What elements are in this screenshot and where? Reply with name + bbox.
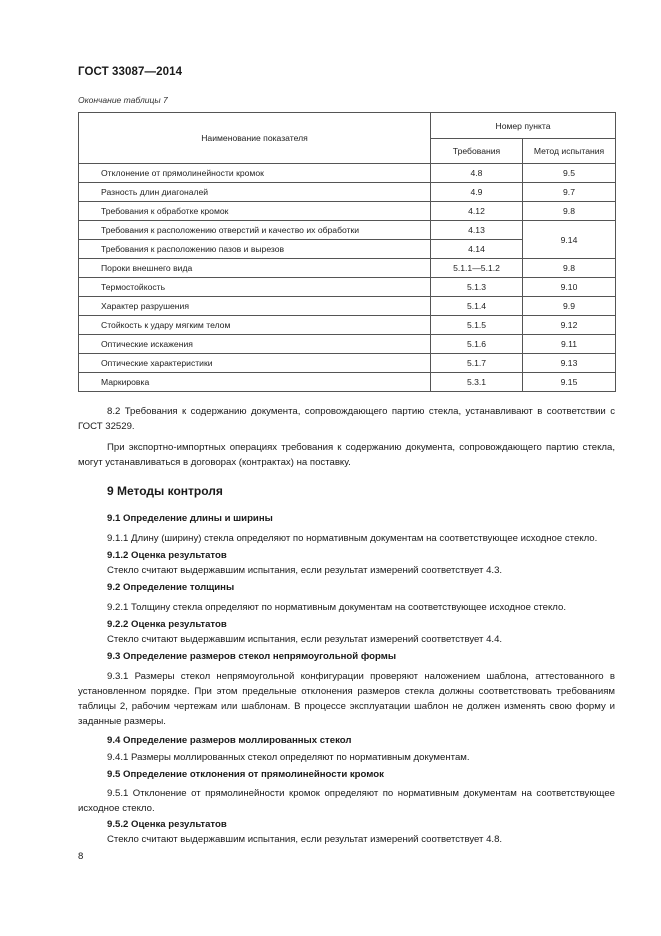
col-header-requirements: Требования — [431, 139, 523, 164]
subsection-title-9-1-2: 9.1.2 Оценка результатов — [107, 550, 227, 561]
subsection-title-9-5: 9.5 Определение отклонения от прямолинейности кромок — [107, 769, 384, 780]
paragraph-9-4-1: 9.4.1 Размеры моллированных стекол определяют по нормативным документам. — [107, 752, 470, 763]
table-row — [79, 221, 616, 240]
row-method: 9.11 — [523, 335, 616, 354]
row-name: Стойкость к удару мягким телом — [79, 316, 431, 335]
document-body — [78, 404, 615, 847]
row-req: 5.1.6 — [431, 335, 523, 354]
row-method: 9.5 — [523, 164, 616, 183]
table-row — [79, 354, 616, 373]
paragraph-9-1-2: Стекло считают выдержавшим испытания, если результат измерений соответствует 4.3. — [107, 565, 503, 576]
row-name: Отклонение от прямолинейности кромок — [79, 164, 431, 183]
section-title-9: 9 Методы контроля — [107, 484, 223, 498]
row-req: 5.3.1 — [431, 373, 523, 392]
paragraph-9-5-1: 9.5.1 Отклонение от прямолинейности кромок определяют по нормативным документам на соответствующее исходное стекло. — [78, 788, 615, 814]
row-req: 5.1.4 — [431, 297, 523, 316]
document-header: ГОСТ 33087—2014 — [78, 66, 183, 78]
col-header-method: Метод испытания — [523, 139, 616, 164]
row-req: 5.1.3 — [431, 278, 523, 297]
row-name: Требования к расположению пазов и вырезов — [79, 240, 431, 259]
subsection-title-9-5-2: 9.5.2 Оценка результатов — [107, 819, 227, 830]
table-row — [79, 316, 616, 335]
subsection-title-9-3: 9.3 Определение размеров стекол непрямоугольной формы — [107, 651, 397, 662]
paragraph-8-2-export: При экспортно-импортных операциях требования к содержанию документа, сопровождающего партию стекла, могут устанавливаться в договорах (контрактах) на поставку. — [78, 442, 615, 468]
paragraph-9-2-1: 9.2.1 Толщину стекла определяют по нормативным документам на соответствующее исходное стекло. — [107, 602, 567, 613]
requirements-table — [78, 112, 616, 392]
row-name: Оптические характеристики — [79, 354, 431, 373]
table-row — [79, 373, 616, 392]
row-method: 9.8 — [523, 259, 616, 278]
row-req: 4.12 — [431, 202, 523, 221]
table-row — [79, 259, 616, 278]
table-caption: Окончание таблицы 7 — [78, 95, 168, 105]
row-req: 5.1.7 — [431, 354, 523, 373]
paragraph-9-1-1: 9.1.1 Длину (ширину) стекла определяют по нормативным документам на соответствующее исходное стекло. — [107, 533, 598, 544]
row-name: Маркировка — [79, 373, 431, 392]
page-number: 8 — [78, 851, 84, 862]
table-row — [79, 335, 616, 354]
row-name: Требования к обработке кромок — [79, 202, 431, 221]
row-req: 4.9 — [431, 183, 523, 202]
row-method: 9.15 — [523, 373, 616, 392]
row-method: 9.8 — [523, 202, 616, 221]
paragraph-9-3-1: 9.3.1 Размеры стекол непрямоугольной конфигурации проверяют наложением шаблона, аттестованного в установленном порядке. При этом предельные отклонения размеров стекла должны соответствовать требованиям таблицы 2, рабочим чертежам или шаблонам. В процессе эксплуатации шаблон не должен изменять свою форму и заданные размеры. — [78, 671, 615, 727]
table-row — [79, 278, 616, 297]
row-method: 9.9 — [523, 297, 616, 316]
paragraph-9-5-2: Стекло считают выдержавшим испытания, если результат измерений соответствует 4.8. — [107, 834, 503, 845]
row-name: Требования к расположению отверстий и качество их обработки — [79, 221, 431, 240]
row-req: 4.14 — [431, 240, 523, 259]
row-name: Оптические искажения — [79, 335, 431, 354]
table-row — [79, 164, 616, 183]
row-method: 9.10 — [523, 278, 616, 297]
subsection-title-9-2: 9.2 Определение толщины — [107, 582, 235, 593]
paragraph-8-2: 8.2 Требования к содержанию документа, сопровождающего партию стекла, устанавливают в соответствии с ГОСТ 32529. — [78, 406, 615, 432]
row-req: 4.8 — [431, 164, 523, 183]
row-name: Характер разрушения — [79, 297, 431, 316]
subsection-title-9-4: 9.4 Определение размеров моллированных стекол — [107, 735, 352, 746]
subsection-title-9-1: 9.1 Определение длины и ширины — [107, 513, 273, 524]
row-req: 4.13 — [431, 221, 523, 240]
row-method: 9.14 — [523, 221, 616, 259]
row-name: Пороки внешнего вида — [79, 259, 431, 278]
row-method: 9.12 — [523, 316, 616, 335]
row-name: Разность длин диагоналей — [79, 183, 431, 202]
subsection-title-9-2-2: 9.2.2 Оценка результатов — [107, 619, 227, 630]
paragraph-9-2-2: Стекло считают выдержавшим испытания, если результат измерений соответствует 4.4. — [107, 634, 503, 645]
table-row — [79, 297, 616, 316]
row-name: Термостойкость — [79, 278, 431, 297]
table-row — [79, 202, 616, 221]
col-header-group: Номер пункта — [431, 113, 616, 139]
row-req: 5.1.1—5.1.2 — [431, 259, 523, 278]
row-method: 9.13 — [523, 354, 616, 373]
row-req: 5.1.5 — [431, 316, 523, 335]
table-row — [79, 183, 616, 202]
row-method: 9.7 — [523, 183, 616, 202]
col-header-name: Наименование показателя — [79, 113, 431, 164]
